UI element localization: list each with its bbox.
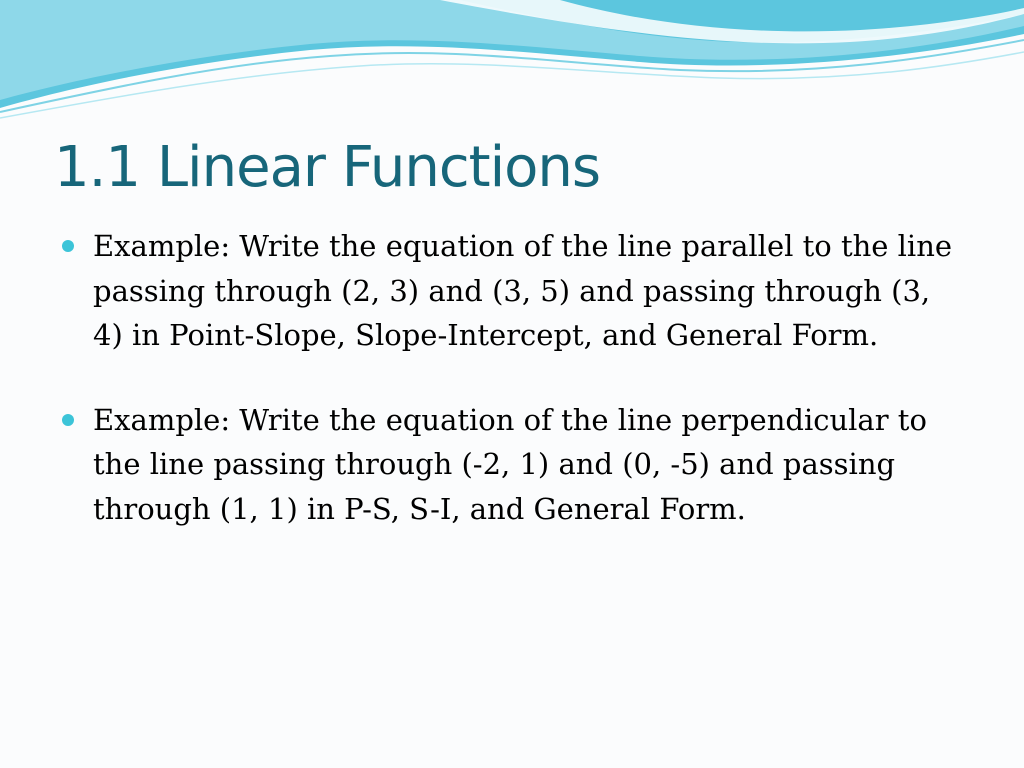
slide-title: 1.1 Linear Functions (54, 135, 601, 200)
bullet-text: Example: Write the equation of the line parallel to the line passing through (2, 3) and (3, 5) and passing through (3, 4) in Point-Slope, Slope-Intercept, and General Form. (93, 229, 953, 352)
bullet-list (62, 224, 962, 531)
bullet-item-perpendicular-example (62, 398, 962, 532)
bullet-item-parallel-example (62, 224, 962, 358)
decorative-wave-banner (0, 0, 1024, 130)
bullet-dot-icon (62, 414, 74, 426)
bullet-text: Example: Write the equation of the line perpendicular to the line passing through (-2, 1) and (0, -5) and passing through (1, 1) in P-S, S-I, and General Form. (93, 402, 927, 526)
bullet-dot-icon (62, 240, 74, 252)
